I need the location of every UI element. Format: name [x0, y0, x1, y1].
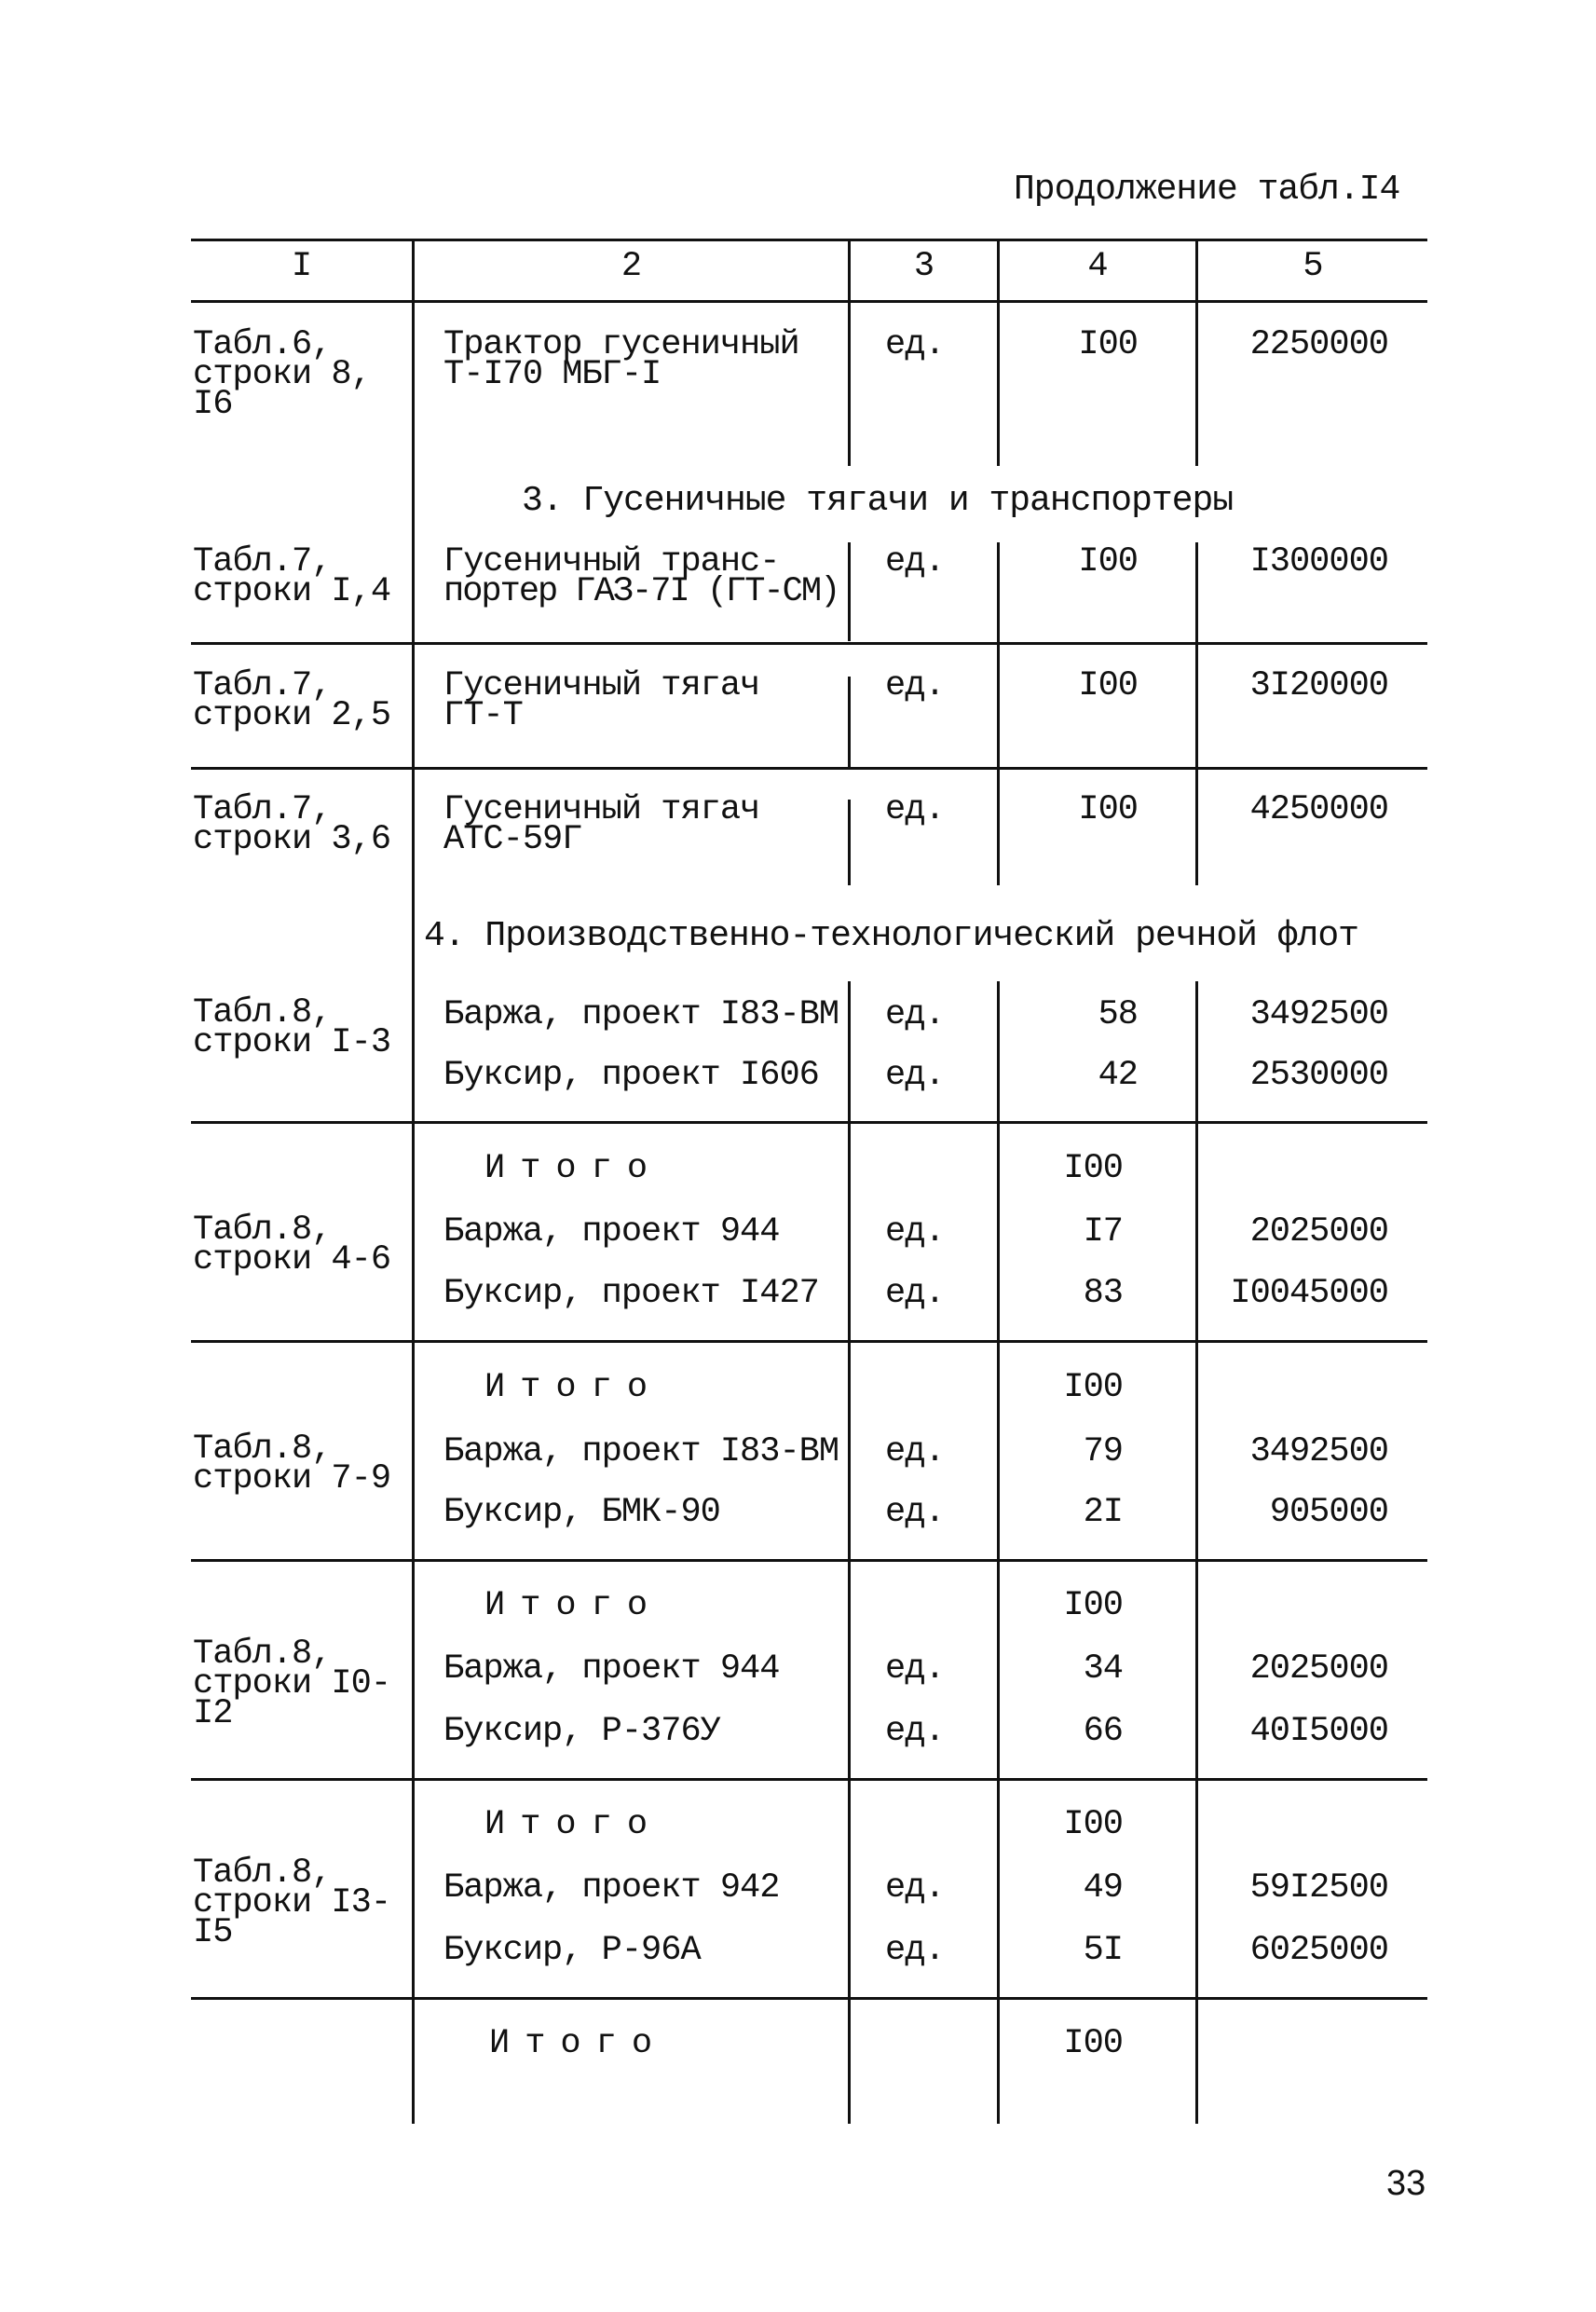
quantity-cell: 79: [1083, 1432, 1123, 1471]
unit-cell: ед.: [885, 1432, 945, 1471]
page-number: 33: [1386, 2164, 1426, 2203]
item-name: Баржа, проект I83-ВМ: [443, 1432, 839, 1471]
section-heading: 3. Гусеничные тягачи и транспортеры: [522, 481, 1234, 521]
source-reference: Табл.6,: [193, 325, 332, 364]
column-separator: [997, 542, 1000, 885]
column-separator: [848, 800, 851, 885]
column-separator: [412, 239, 415, 2124]
price-cell: 3492500: [1249, 1432, 1388, 1471]
quantity-cell: I7: [1083, 1212, 1123, 1252]
price-cell: 59I2500: [1249, 1868, 1388, 1908]
item-name: Буксир, проект I427: [443, 1274, 819, 1313]
column-separator: [848, 981, 851, 2124]
source-reference: строки 7-9: [193, 1459, 391, 1498]
total-label: Итого: [484, 1149, 663, 1188]
table-top-rule: [191, 239, 1427, 241]
column-separator: [848, 542, 851, 641]
price-cell: 2530000: [1249, 1056, 1388, 1095]
header-bottom-rule: [191, 300, 1427, 303]
item-name: Баржа, проект I83-ВМ: [443, 995, 839, 1034]
unit-cell: ед.: [885, 1712, 945, 1751]
source-reference: Табл.8,: [193, 1635, 332, 1674]
total-label: Итого: [489, 2024, 668, 2063]
unit-cell: ед.: [885, 790, 945, 829]
column-separator: [848, 677, 851, 767]
price-cell: 2025000: [1249, 1649, 1388, 1689]
unit-cell: ед.: [885, 1212, 945, 1252]
row-divider: [191, 767, 1427, 770]
source-reference: Табл.7,: [193, 790, 332, 829]
source-reference: строки 3,6: [193, 820, 391, 859]
unit-cell: ед.: [885, 1493, 945, 1532]
source-reference: Табл.8,: [193, 1854, 332, 1893]
item-name: Гусеничный тягач: [443, 790, 760, 829]
unit-cell: ед.: [885, 1931, 945, 1970]
price-cell: I0045000: [1230, 1274, 1388, 1313]
source-reference: Табл.7,: [193, 542, 332, 581]
price-cell: 3492500: [1249, 995, 1388, 1034]
total-label: Итого: [484, 1368, 663, 1407]
section-heading: 4. Производственно-технологический речной флот: [424, 916, 1358, 956]
row-divider: [191, 642, 1427, 645]
quantity-cell: 58: [1098, 995, 1138, 1034]
column-header-4: 4: [1087, 247, 1108, 286]
item-name: Баржа, проект 944: [443, 1212, 780, 1252]
unit-cell: ед.: [885, 325, 945, 364]
unit-cell: ед.: [885, 1274, 945, 1313]
source-reference: строки 2,5: [193, 696, 391, 735]
quantity-cell: 49: [1083, 1868, 1123, 1908]
source-reference: Табл.8,: [193, 1211, 332, 1250]
row-divider: [191, 1559, 1427, 1562]
item-name: Трактор гусеничный: [443, 325, 799, 364]
total-value: I00: [1063, 2024, 1123, 2063]
row-divider: [191, 1340, 1427, 1343]
source-reference: I2: [193, 1694, 233, 1733]
column-header-2: 2: [621, 247, 642, 286]
column-header-5: 5: [1303, 247, 1323, 286]
total-value: I00: [1063, 1586, 1123, 1625]
quantity-cell: 83: [1083, 1274, 1123, 1313]
price-cell: 905000: [1269, 1493, 1388, 1532]
source-reference: I5: [193, 1913, 233, 1952]
price-cell: 3I20000: [1249, 666, 1388, 705]
unit-cell: ед.: [885, 542, 945, 581]
source-reference: строки I3-: [193, 1883, 391, 1922]
item-name: Буксир, проект I606: [443, 1056, 819, 1095]
total-label: Итого: [484, 1805, 663, 1844]
unit-cell: ед.: [885, 1868, 945, 1908]
quantity-cell: I00: [1078, 666, 1138, 705]
quantity-cell: I00: [1078, 790, 1138, 829]
total-value: I00: [1063, 1368, 1123, 1407]
table-caption: Продолжение табл.I4: [1014, 170, 1400, 210]
column-header-1: I: [291, 247, 312, 286]
quantity-cell: 42: [1098, 1056, 1138, 1095]
source-reference: строки 4-6: [193, 1240, 391, 1279]
source-reference: Табл.8,: [193, 1430, 332, 1469]
quantity-cell: 5I: [1083, 1931, 1123, 1970]
source-reference: строки I,4: [193, 572, 391, 611]
quantity-cell: I00: [1078, 542, 1138, 581]
source-reference: строки I-3: [193, 1023, 391, 1062]
source-reference: Табл.7,: [193, 666, 332, 705]
price-cell: 2025000: [1249, 1212, 1388, 1252]
price-cell: 6025000: [1249, 1931, 1388, 1970]
item-name: Буксир, БМК-90: [443, 1493, 720, 1532]
item-name: Гусеничный транс-: [443, 542, 780, 581]
quantity-cell: 66: [1083, 1712, 1123, 1751]
item-name: Буксир, Р-96А: [443, 1931, 701, 1970]
row-divider: [191, 1997, 1427, 2000]
row-divider: [191, 1121, 1427, 1124]
unit-cell: ед.: [885, 1649, 945, 1689]
total-label: Итого: [484, 1586, 663, 1625]
unit-cell: ед.: [885, 666, 945, 705]
quantity-cell: I00: [1078, 325, 1138, 364]
item-name: Баржа, проект 944: [443, 1649, 780, 1689]
column-header-3: 3: [913, 247, 934, 286]
total-value: I00: [1063, 1805, 1123, 1844]
price-cell: 40I5000: [1249, 1712, 1388, 1751]
source-reference: Табл.8,: [193, 993, 332, 1033]
item-name: АТС-59Г: [443, 820, 582, 859]
quantity-cell: 2I: [1083, 1493, 1123, 1532]
item-name: Т-I70 МБГ-I: [443, 355, 662, 394]
price-cell: 2250000: [1249, 325, 1388, 364]
item-name: портер ГАЗ-7I (ГТ-СМ): [443, 572, 839, 611]
row-divider: [191, 1778, 1427, 1781]
item-name: ГТ-Т: [443, 696, 523, 735]
column-separator: [1195, 542, 1198, 885]
price-cell: 4250000: [1249, 790, 1388, 829]
source-reference: I6: [193, 385, 233, 424]
source-reference: строки 8,: [193, 355, 371, 394]
quantity-cell: 34: [1083, 1649, 1123, 1689]
item-name: Баржа, проект 942: [443, 1868, 780, 1908]
unit-cell: ед.: [885, 1056, 945, 1095]
item-name: Буксир, Р-376У: [443, 1712, 720, 1751]
item-name: Гусеничный тягач: [443, 666, 760, 705]
price-cell: I300000: [1249, 542, 1388, 581]
total-value: I00: [1063, 1149, 1123, 1188]
unit-cell: ед.: [885, 995, 945, 1034]
source-reference: строки I0-: [193, 1664, 391, 1703]
